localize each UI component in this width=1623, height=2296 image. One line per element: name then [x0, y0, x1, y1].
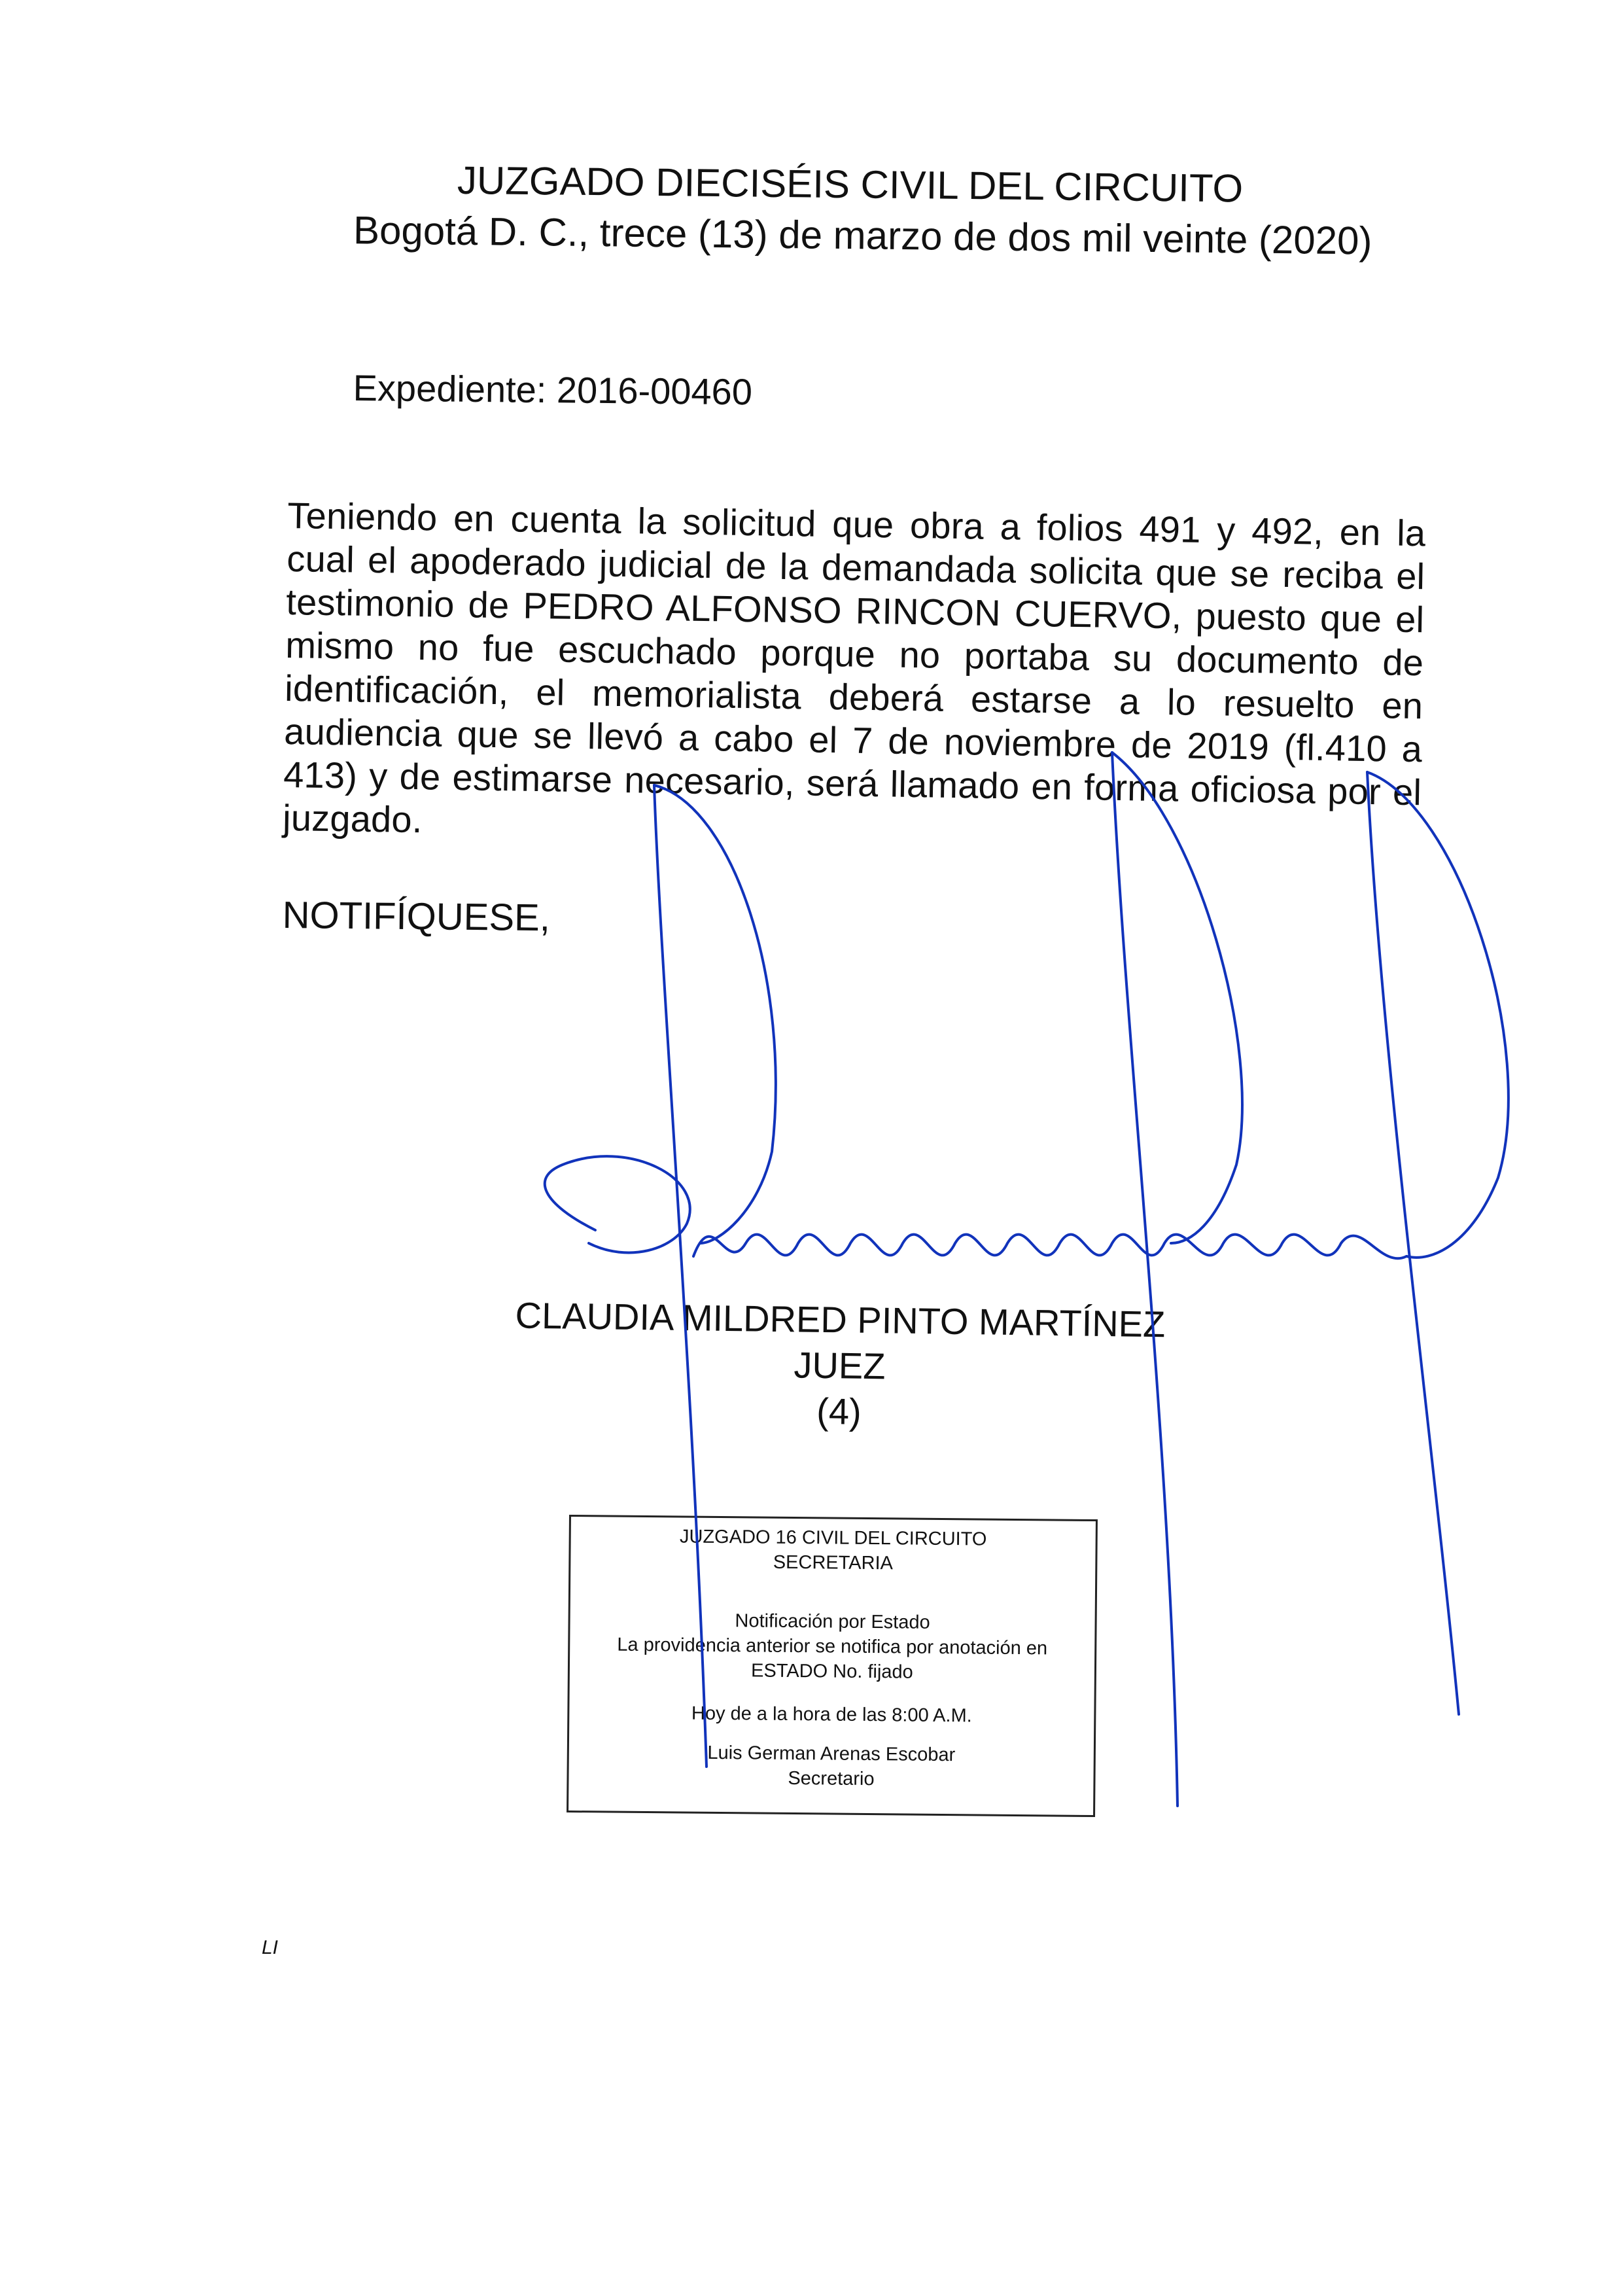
document-date: Bogotá D. C., trece (13) de marzo de dos mil veinte (2020) — [353, 208, 1372, 263]
notify-heading: NOTIFÍQUESE, — [282, 894, 551, 940]
case-number: Expediente: 2016-00460 — [353, 366, 753, 413]
document-header — [339, 154, 1387, 267]
typist-initials: LI — [262, 1937, 279, 1958]
stamp-secretaria: SECRETARIA — [773, 1551, 894, 1574]
signer-block — [495, 1292, 1184, 1439]
notification-stamp — [567, 1515, 1098, 1817]
court-name: JUZGADO DIECISÉIS CIVIL DEL CIRCUITO — [457, 158, 1244, 211]
ruling-paragraph: Teniendo en cuenta la solicitud que obra a folios 491 y 492, en la cual el apoderado judicial de la demandada solicita que se reciba el testimonio de PEDRO ALFONSO RINCON CUERVO, puesto que el mismo no fue escuchado porque no portaba su documento de identificación, el memorialista deberá estarse a lo resuelto en audiencia que se llevó a cabo el 7 de noviembre de 2019 (fl.410 a 413) y de estimarse necesario, será llamado en forma oficiosa por el juzgado. — [282, 494, 1426, 841]
stamp-estado: ESTADO No. fijado — [750, 1660, 913, 1683]
stamp-court: JUZGADO 16 CIVIL DEL CIRCUITO — [679, 1526, 987, 1550]
signer-name: CLAUDIA MILDRED PINTO MARTÍNEZ — [515, 1294, 1166, 1345]
stamp-secretary-name: Luis German Arenas Escobar — [707, 1742, 956, 1766]
stamp-notification-title: Notificación por Estado — [735, 1610, 930, 1633]
stamp-notice: La providencia anterior se notifica por anotación en — [617, 1634, 1048, 1659]
signer-number: (4) — [816, 1390, 862, 1432]
stamp-hour: Hoy de a la hora de las 8:00 A.M. — [691, 1703, 972, 1727]
signer-role: JUEZ — [794, 1344, 886, 1387]
stamp-secretary-role: Secretario — [788, 1767, 875, 1790]
